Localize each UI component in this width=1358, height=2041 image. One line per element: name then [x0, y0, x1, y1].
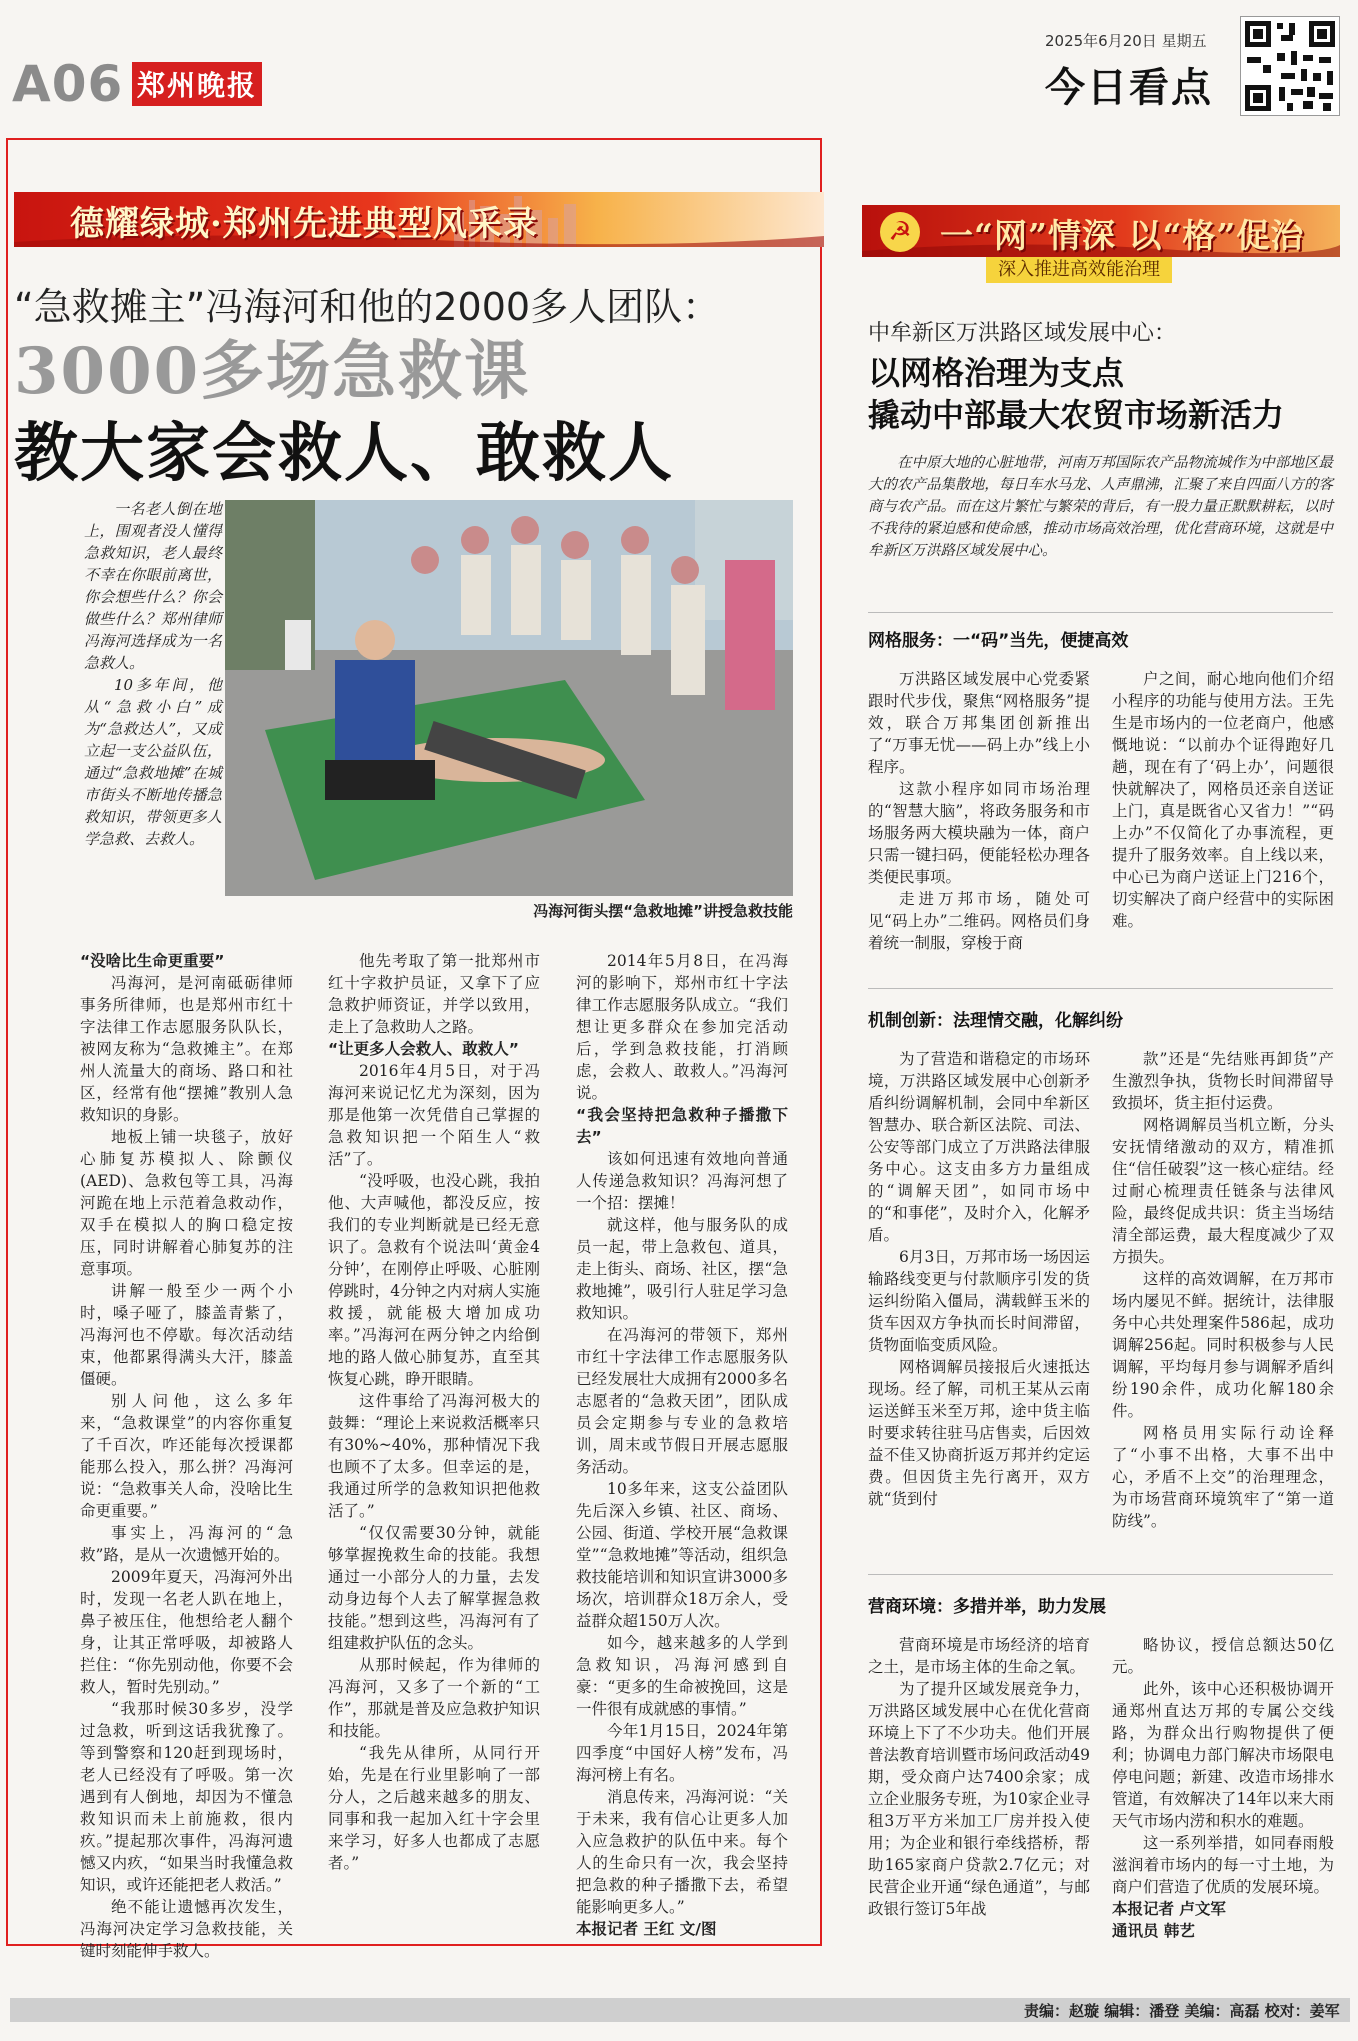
section2-col-right: [1112, 1048, 1334, 1554]
paragraph: 讲解一般至少一两个小时，嗓子哑了，膝盖青紫了，冯海河也不停歇。每次活动结束，他都累得满头大汗，膝盖僵硬。: [80, 1282, 293, 1388]
left-column-3: [576, 950, 788, 1940]
section-heading: 营商环境：多措并举，助力发展: [868, 1597, 1106, 1617]
right-sub-banner: 深入推进高效能治理: [986, 257, 1172, 283]
section-heading: 网格服务：一“码”当先，便捷高效: [868, 631, 1129, 651]
paragraph: 为了营造和谐稳定的市场环境，万洪路区域发展中心创新矛盾纠纷调解机制，会同中牟新区智慧办、联合新区法院、司法、公安等部门成立了万洪路法律服务中心。这支由多方力量组成的“调解天团”，如同市场中的“和事佬”，及时介入，化解矛盾。: [868, 1050, 1090, 1244]
left-column-1: [80, 950, 293, 1960]
party-emblem-icon: ☭: [880, 212, 920, 252]
paragraph: 款”还是“先结账再卸货”产生激烈争执，货物长时间滞留导致损坏，货主拒付运费。: [1112, 1050, 1334, 1112]
paragraph: 从那时候起，作为律师的冯海河，又多了一个新的“工作”，那就是普及应急救护知识和技能。: [328, 1656, 540, 1740]
paragraph: 万洪路区域发展中心党委紧跟时代步伐，聚焦“网格服务”提效，联合万邦集团创新推出了“万事无忧——码上办”线上小程序。: [868, 670, 1090, 776]
paragraph: 户之间，耐心地向他们介绍小程序的功能与使用方法。王先生是市场内的一位老商户，他感慨地说：“以前办个证得跑好几趟，现在有了‘码上办’，问题很快就解决了，网格员还亲自送证上门，真是既省心又省力！”“码上办”不仅简化了办事流程，更提升了服务效率。自上线以来，中心已为商户送证上门216个，切实解决了商户经营中的实际困难。: [1112, 670, 1334, 930]
divider: [868, 988, 1333, 989]
byline: 通讯员 韩艺: [1112, 1921, 1195, 1940]
paragraph: 在冯海河的带领下，郑州市红十字法律工作志愿服务队已经发展壮大成拥有2000多名志愿者的“急救天团”，团队成员会定期参与专业的急救培训，周末或节假日开展志愿服务活动。: [576, 1326, 788, 1476]
section1-col-left: [868, 668, 1090, 968]
section3-col-left: [868, 1634, 1090, 1964]
divider: [868, 1574, 1333, 1575]
paragraph: 今年1月15日，2024年第四季度“中国好人榜”发布，冯海河榜上有名。: [576, 1722, 788, 1784]
section-title: 今日看点: [1045, 65, 1213, 111]
byline: 本报记者 王红 文/图: [576, 1920, 717, 1938]
section2-col-left: [868, 1048, 1090, 1554]
section1-col-right: [1112, 668, 1334, 968]
paragraph: 该如何迅速有效地向普通人传递急救知识？冯海河想了一个招：摆摊！: [576, 1150, 788, 1212]
paragraph: 网格调解员接报后火速抵达现场。经了解，司机王某从云南运送鲜玉米至万邦，途中货主临时要求转往驻马店售卖，后因效益不佳又协商折返万邦并约定运费。但因货主先行离开，双方就“货到付: [868, 1358, 1090, 1508]
paragraph: 网格员用实际行动诠释了“小事不出格，大事不出中心，矛盾不上交”的治理理念，为市场营商环境筑牢了“第一道防线”。: [1112, 1424, 1334, 1530]
paragraph: 绝不能让遗憾再次发生，冯海河决定学习急救技能，关键时刻能伸手救人。: [80, 1898, 293, 1960]
subheading: “没啥比生命更重要”: [80, 952, 225, 970]
paragraph: 2009年夏天，冯海河外出时，发现一名老人趴在地上，鼻子被压住，他想给老人翻个身，让其正常呼吸，却被路人拦住：“你先别动他，你要不会救人，暂时先别动。”: [80, 1568, 293, 1696]
section3-col-right: [1112, 1634, 1334, 1964]
left-headline-1: 3000多场急救课: [14, 334, 531, 409]
editor-credits: 责编：赵璇 编辑：潘登 美编：高磊 校对：姜军: [1024, 2002, 1340, 2020]
right-headline-2: 撬动中部最大农贸市场新活力: [868, 396, 1285, 434]
paragraph: 营商环境是市场经济的培育之土，是市场主体的生命之氧。: [868, 1636, 1090, 1676]
paragraph: 冯海河，是河南砥砺律师事务所律师，也是郑州市红十字法律工作志愿服务队队长，被网友称为“急救摊主”。在郑州人流量大的商场、路口和社区，经常有他“摆摊”教别人急救知识的身影。: [80, 974, 293, 1124]
paragraph: “我那时候30多岁，没学过急救，听到这话我犹豫了。等到警察和120赶到现场时，老人已经没有了呼吸。第一次遇到有人倒地，却因为不懂急救知识而未上前施救，很内疚。”提起那次事件，冯海河遗憾又内疚，“如果当时我懂急救知识，或许还能把老人救活。”: [80, 1700, 293, 1894]
paragraph: 地板上铺一块毯子，放好心肺复苏模拟人、除颤仪(AED)、急救包等工具，冯海河跪在地上示范着急救动作，双手在模拟人的胸口稳定按压，同时讲解着心肺复苏的注意事项。: [80, 1128, 293, 1278]
paragraph: 2014年5月8日，在冯海河的影响下，郑州市红十字法律工作志愿服务队成立。“我们想让更多群众在参加完活动后，学到急救技能，打消顾虑，会救人、敢救人。”冯海河说。: [576, 952, 788, 1102]
subheading: “让更多人会救人、敢救人”: [328, 1040, 519, 1058]
paragraph: 他先考取了第一批郑州市红十字救护员证，又拿下了应急救护师资证，并学以致用，走上了急救助人之路。: [328, 952, 540, 1036]
subheading: “我会坚持把急救种子播撒下去”: [576, 1106, 788, 1146]
right-pre-title: 中牟新区万洪路区域发展中心：: [868, 321, 1177, 346]
paragraph: 10多年来，这支公益团队先后深入乡镇、社区、商场、公园、街道、学校开展“急救课堂”“急救地摊”等活动，组织急救技能培训和知识宣讲3000多场次，培训群众18万余人，受益群众超150万人次。: [576, 1480, 788, 1630]
intro-para-1: 一名老人倒在地上，围观者没人懂得急救知识，老人最终不幸在你眼前离世，你会想些什么？你会做些什么？郑州律师冯海河选择成为一名急救人。: [84, 500, 222, 672]
paragraph: 走进万邦市场，随处可见“码上办”二维码。网格员们身着统一制服，穿梭于商: [868, 890, 1090, 952]
section-heading: 机制创新：法理情交融，化解纠纷: [868, 1011, 1123, 1031]
intro-para-2: 10多年间，他从“急救小白”成为“急救达人”，又成立起一支公益队伍，通过“急救地摊”在城市街头不断地传播急救知识，带领更多人学急救、去救人。: [84, 676, 222, 848]
paragraph: 6月3日，万邦市场一场因运输路线变更与付款顺序引发的货运纠纷陷入僵局，满载鲜玉米的货车因双方争执而长时间滞留，货物面临变质风险。: [868, 1248, 1090, 1354]
left-pre-title: “急救摊主”冯海河和他的2000多人团队：: [14, 285, 721, 329]
left-intro: [84, 498, 222, 888]
right-banner-title: 一“网”情深 以“格”促治: [940, 216, 1305, 255]
paragraph: 这款小程序如同市场治理的“智慧大脑”，将政务服务和市场服务两大模块融为一体，商户只需一键扫码，便能轻松办理各类便民事项。: [868, 780, 1090, 886]
paragraph: 2016年4月5日，对于冯海河来说记忆尤为深刻，因为那是他第一次凭借自己掌握的急救知识把一个陌生人“救活”了。: [328, 1062, 540, 1168]
photo-caption: 冯海河街头摆“急救地摊”讲授急救技能: [533, 902, 793, 920]
paragraph: 这一系列举措，如同春雨般滋润着市场内的每一寸土地，为商户们营造了优质的发展环境。: [1112, 1834, 1334, 1896]
page-number: A06: [12, 55, 124, 113]
paragraph: 此外，该中心还积极协调开通郑州直达万邦的专属公交线路，为群众出行购物提供了便利；协调电力部门解决市场限电停电问题；新建、改造市场排水管道，有效解决了14年以来大雨天气市场内涝和积水的难题。: [1112, 1680, 1334, 1830]
left-column-2: [328, 950, 540, 1940]
right-headline-1: 以网格治理为支点: [868, 354, 1125, 392]
byline: 本报记者 卢文军: [1112, 1899, 1226, 1918]
paragraph: 这件事给了冯海河极大的鼓舞：“理论上来说救活概率只有30%~40%，那种情况下我也顾不了太多。但幸运的是，我通过所学的急救知识把他救活了。”: [328, 1392, 540, 1520]
news-photo: [225, 500, 793, 896]
paragraph: 为了提升区域发展竞争力，万洪路区域发展中心在优化营商环境上下了不少功夫。他们开展普法教育培训暨市场问政活动49期，受众商户达7400余家；成立企业服务专班，为10家企业寻租3万平方米加工厂房并投入使用；为企业和银行牵线搭桥，帮助165家商户贷款2.7亿元；对民营企业开通“绿色通道”，与邮政银行签订5年战: [868, 1680, 1090, 1918]
newspaper-logo: 郑州晚报: [132, 62, 262, 106]
paragraph: 网格调解员当机立断，分头安抚情绪激动的双方，精准抓住“信任破裂”这一核心症结。经过耐心梳理责任链条与法律风险，最终促成共识：货主当场结清全部运费，最大程度减少了双方损失。: [1112, 1116, 1334, 1266]
paragraph: 别人问他，这么多年来，“急救课堂”的内容你重复了千百次，咋还能每次授课都能那么投入，那么拼？冯海河说：“急救事关人命，没啥比生命更重要。”: [80, 1392, 293, 1520]
paragraph: “没呼吸，也没心跳，我拍他、大声喊他，都没反应，按我们的专业判断就是已经无意识了。急救有个说法叫‘黄金4分钟’，在刚停止呼吸、心脏刚停跳时，4分钟之内对病人实施救援，就能极大增加成功率。”冯海河在两分钟之内给倒地的路人做心肺复苏，直至其恢复心跳，睁开眼睛。: [328, 1172, 540, 1388]
paragraph: 事实上，冯海河的“急救”路，是从一次遗憾开始的。: [80, 1524, 293, 1564]
divider: [868, 612, 1333, 613]
paragraph: 略协议，授信总额达50亿元。: [1112, 1636, 1334, 1676]
lead-paragraph: 在中原大地的心脏地带，河南万邦国际农产品物流城作为中部地区最大的农产品集散地，每日车水马龙、人声鼎沸，汇聚了来自四面八方的客商与农产品。而在这片繁忙与繁荣的背后，有一股力量正默默耕耘，以时不我待的紧迫感和使命感，推动市场高效治理，优化营商环境，这就是中牟新区万洪路区域发展中心。: [868, 455, 1333, 559]
paragraph: 消息传来，冯海河说：“关于未来，我有信心让更多人加入应急救护的队伍中来。每个人的生命只有一次，我会坚持把急救的种子播撒下去，希望能影响更多人。”: [576, 1788, 788, 1916]
left-headline-2: 教大家会救人、敢救人: [14, 416, 674, 491]
paragraph: 这样的高效调解，在万邦市场内屡见不鲜。据统计，法律服务中心共处理案件586起，成功调解256起。同时积极参与人民调解，平均每月参与调解矛盾纠纷190余件，成功化解180余件。: [1112, 1270, 1334, 1420]
paragraph: 如今，越来越多的人学到急救知识，冯海河感到自豪：“更多的生命被挽回，这是一件很有成就感的事情。”: [576, 1634, 788, 1718]
right-lead: [868, 452, 1333, 588]
left-banner-title: 德耀绿城·郑州先进典型风采录: [70, 204, 538, 244]
issue-date: 2025年6月20日 星期五: [1045, 32, 1207, 50]
paragraph: “我先从律所，从同行开始，先是在行业里影响了一部分人，之后越来越多的朋友、同事和我一起加入红十字会里来学习，好多人也都成了志愿者。”: [328, 1744, 540, 1872]
paragraph: “仅仅需要30分钟，就能够掌握挽救生命的技能。我想通过一小部分人的力量，去发动身边每个人去了解掌握急救技能。”想到这些，冯海河有了组建救护队伍的念头。: [328, 1524, 540, 1652]
qr-code-icon[interactable]: [1240, 16, 1340, 116]
paragraph: 就这样，他与服务队的成员一起，带上急救包、道具，走上街头、商场、社区，摆“急救地摊”，吸引行人驻足学习急救知识。: [576, 1216, 788, 1322]
